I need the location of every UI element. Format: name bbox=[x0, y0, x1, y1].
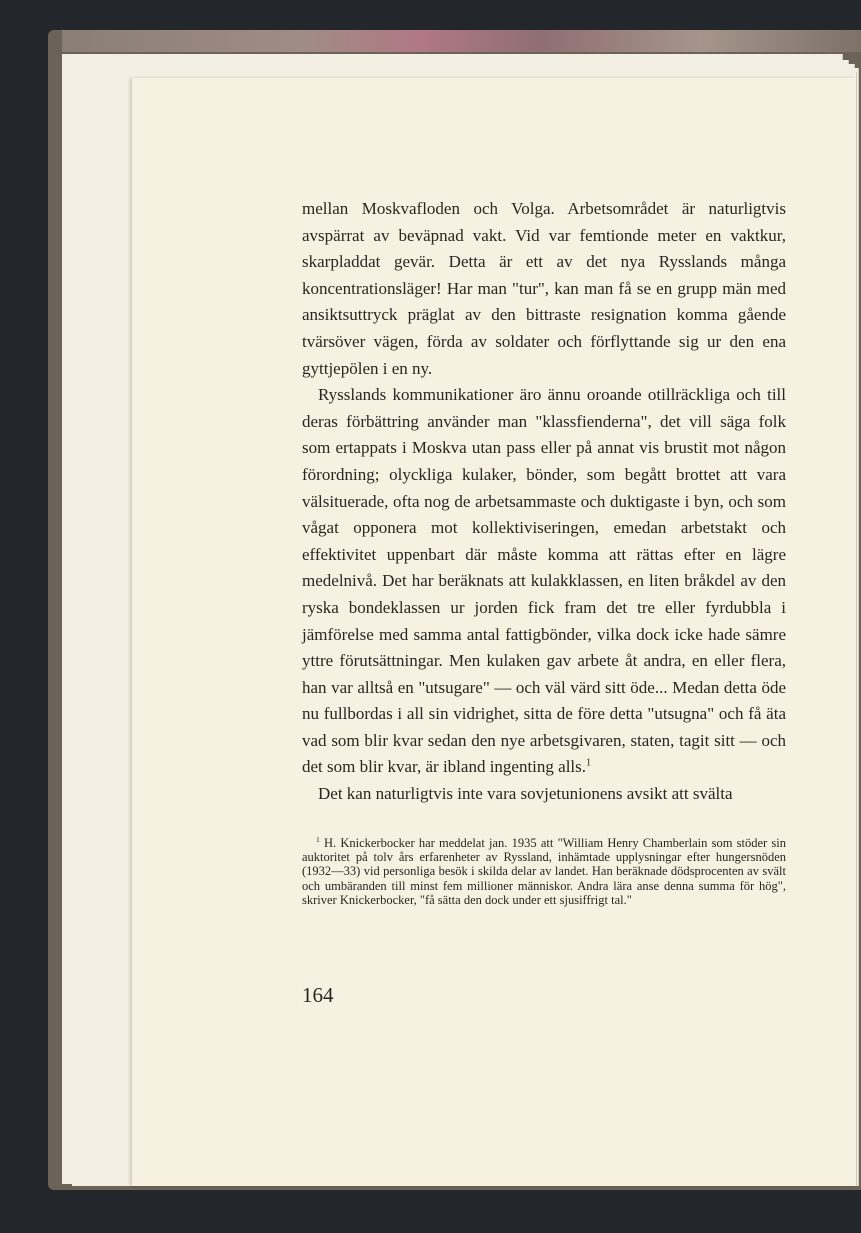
body-text bbox=[302, 196, 786, 808]
footnote bbox=[302, 836, 786, 907]
book-page bbox=[132, 78, 856, 1186]
paragraph: Det kan naturligtvis inte vara sovjetunionens avsikt att svälta bbox=[318, 784, 733, 804]
footnote-marker: 1 bbox=[316, 834, 320, 844]
footnote-text: H. Knickerbocker har meddelat jan. 1935 att "William Henry Chamberlain som stöder sin auktoritet på tolv års erfarenheter av Ryssland, inhämtade upplysningar efter hungersnöden (1932—33) vid personliga besök i skilda delar av landet. Han beräknade dödsprocenten av svält och umbäranden till minst fem millioner människor. Andra lära anse denna summa för hög", skriver Knickerbocker, "få sätta den dock under ett sjusiffrigt tal." bbox=[302, 836, 786, 907]
page-number: 164 bbox=[302, 983, 334, 1007]
paragraph-text: Rysslands kommunikationer äro ännu oroande otillräckliga och till deras förbättring använder man "klassfienderna", det vill säga folk som ertappats i Moskva utan pass eller på annat vis brustit mot någon förordning; olyckliga kulaker, bönder, som begått brottet att vara välsituerade, ofta nog de arbetsammaste och duktigaste i byn, och som vågat opponera mot kollektiviseringen, emedan arbetstakt och effektivitet uppenbart där måste komma att rättas efter en lägre medelnivå. Det har beräknats att kulakklassen, en liten bråkdel av den ryska bondeklassen ur jorden fick fram det tre eller fyrdubbla i jämförelse med samma antal fattigbönder, vilka dock icke hade sämre yttre förutsättningar. Men kulaken gav arbete åt andra, en eller flera, han var alltså en "utsugare" — och väl värd sitt öde... Medan detta öde nu fullbordas i all sin vidrighet, sitta de före detta "utsugna" och få äta vad som blir kvar sedan den nye arbetsgivaren, staten, tagit sitt — och det som blir kvar, är ibland ingenting alls. bbox=[302, 385, 786, 777]
book-headband bbox=[62, 30, 861, 52]
footnote-reference: 1 bbox=[586, 757, 592, 769]
paragraph bbox=[302, 382, 786, 781]
paragraph: mellan Moskvafloden och Volga. Arbetsområdet är naturligtvis avspärrat av beväpnad vakt. Vid var femtionde meter en vaktkur, skarpladdat gevär. Detta är ett av det nya Rysslands många koncentrationsläger! Har man "tur", kan man få se en grupp män med ansiktsuttryck präglat av den bittraste resignation komma gående tvärsöver vägen, förda av soldater och förflyttande sig ur den ena gyttjepölen i en ny. bbox=[302, 199, 786, 378]
